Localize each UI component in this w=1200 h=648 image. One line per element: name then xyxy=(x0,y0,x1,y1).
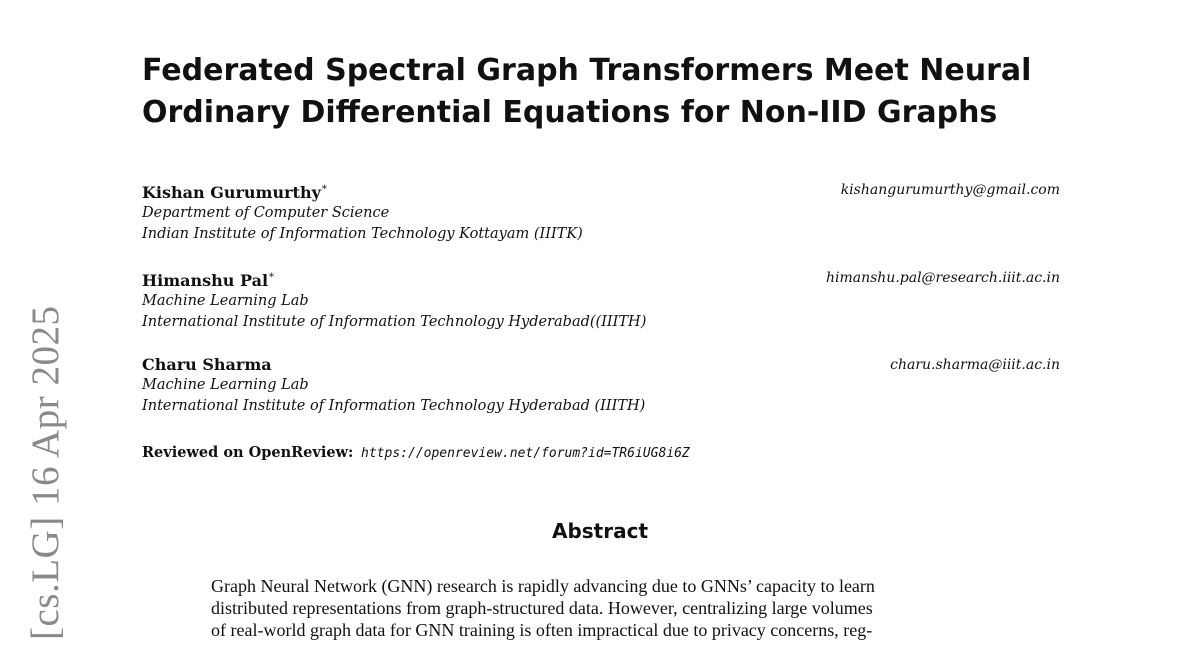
author-affiliation-institute: International Institute of Information Technology Hyderabad (IIITH) xyxy=(142,398,646,414)
openreview-label: Reviewed on OpenReview: xyxy=(142,444,354,461)
author-affiliation-department: Department of Computer Science xyxy=(142,205,390,221)
abstract-line-2: distributed representations from graph-structured data. However, centralizing large volumes xyxy=(211,598,873,618)
author-affiliation-department: Machine Learning Lab xyxy=(142,293,309,309)
author-block-1 xyxy=(142,180,1060,245)
paper-title xyxy=(142,50,1102,134)
author-block-2 xyxy=(142,268,1060,333)
abstract-line-3: of real-world graph data for GNN training is often impractical due to privacy concerns, reg- xyxy=(211,620,873,640)
author-name-text: Charu Sharma xyxy=(142,355,272,374)
paper-title-line-2: Ordinary Differential Equations for Non-IID Graphs xyxy=(142,95,998,130)
paper-title-line-1: Federated Spectral Graph Transformers Meet Neural xyxy=(142,53,1032,88)
abstract-heading: Abstract xyxy=(551,519,649,543)
openreview-url-link[interactable]: https://openreview.net/forum?id=TR6iUG8i6Z xyxy=(361,446,690,461)
author-block-3 xyxy=(142,355,1060,417)
author-email[interactable]: himanshu.pal@research.iiit.ac.in xyxy=(825,270,1060,286)
abstract-line-1: Graph Neural Network (GNN) research is rapidly advancing due to GNNs’ capacity to learn xyxy=(211,576,875,596)
author-email[interactable]: kishangurumurthy@gmail.com xyxy=(840,182,1060,198)
equal-contribution-marker: * xyxy=(269,272,275,283)
author-affiliation-department: Machine Learning Lab xyxy=(142,377,309,393)
openreview-line xyxy=(142,443,690,464)
author-email[interactable]: charu.sharma@iiit.ac.in xyxy=(890,357,1060,373)
author-affiliation-institute: International Institute of Information Technology Hyderabad((IIITH) xyxy=(142,314,647,330)
arxiv-identifier-stamp: [cs.LG] 16 Apr 2025 xyxy=(24,305,67,640)
author-affiliation-institute: Indian Institute of Information Technology Kottayam (IIITK) xyxy=(142,226,583,242)
author-name-text: Kishan Gurumurthy xyxy=(142,183,321,202)
equal-contribution-marker: * xyxy=(321,184,327,195)
abstract-body xyxy=(211,575,1001,641)
author-name-text: Himanshu Pal xyxy=(142,271,269,290)
